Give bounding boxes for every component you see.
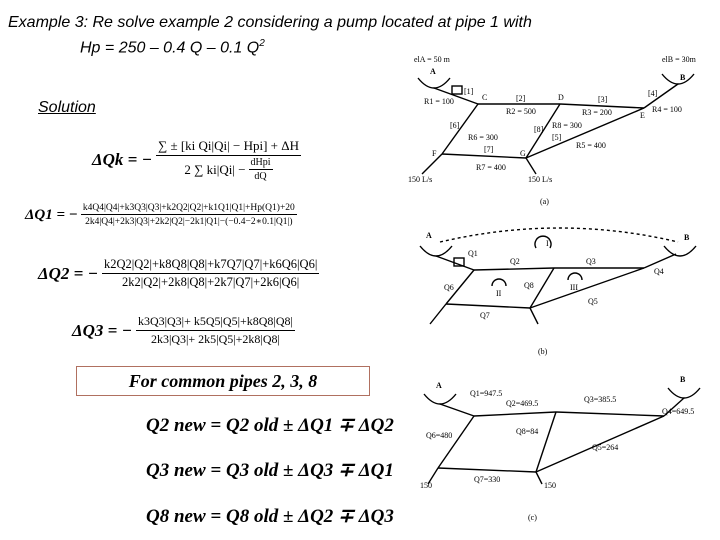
reservoir-a-label-c: A [436, 381, 442, 390]
flow-q3-c: Q3=385.5 [584, 395, 617, 404]
dq3-equation [72, 314, 295, 347]
node-d: D [558, 93, 564, 102]
flow-q1-c: Q1=947.5 [470, 389, 503, 398]
dq3-denominator: 2k3|Q3|+ 2k5|Q5|+2k8|Q8| [150, 332, 280, 346]
flow-q3-b: Q3 [586, 257, 596, 266]
dq2-equation [38, 257, 319, 290]
dq1-lhs: ΔQ1 = − [25, 206, 78, 223]
flow-q4-b: Q4 [654, 267, 664, 276]
pipe-c-1 [440, 404, 474, 416]
pipe-c-7 [438, 468, 536, 472]
loop-ii-label: II [496, 289, 502, 298]
reservoir-a-label-b: A [426, 231, 432, 240]
pipe-7-r: R7 = 400 [476, 163, 506, 172]
update-q2 [146, 414, 394, 437]
demand-left-label-c: 150 [420, 481, 432, 490]
reservoir-b-label: B [680, 73, 686, 82]
pipe-q4 [644, 254, 676, 268]
demand-right-label-c: 150 [544, 481, 556, 490]
dq1-denominator: 2k4|Q4|+2k3|Q3|+2k2|Q2|−2k1|Q1|−(−0.4−2∗0.1|Q1|) [85, 217, 293, 227]
dq1-equation [25, 203, 297, 227]
flow-q2-c: Q2=469.5 [506, 399, 539, 408]
pipe-2-r: R2 = 500 [506, 107, 536, 116]
update-q8 [146, 505, 394, 528]
node-c: C [482, 93, 488, 102]
loop-i-dashed [440, 228, 678, 242]
pipe-1-id: [1] [464, 87, 474, 96]
dq1-numerator: k4Q4|Q4|+k3Q3|Q3|+k2Q2|Q2|+k1Q1|Q1|+Hp(Q1)+20 [82, 203, 295, 213]
flow-q2-b: Q2 [510, 257, 520, 266]
pipe-8-r: R8 = 300 [552, 121, 582, 130]
flow-q4-c: Q4=649.5 [662, 407, 695, 416]
demand-right-c [536, 472, 542, 484]
reservoir-b-label-b: B [684, 233, 690, 242]
pipe-5-id: [5] [552, 133, 562, 142]
pipe-5-r: R5 = 400 [576, 141, 606, 150]
demand-left-b [430, 304, 446, 324]
update-q3-lhs: Q3 new [146, 460, 206, 481]
demand-g-label: 150 L/s [528, 175, 553, 184]
pipe-4-id: [4] [648, 89, 658, 98]
node-g: G [520, 149, 526, 158]
pipe-2-id: [2] [516, 94, 526, 103]
pipe-q7 [446, 304, 530, 308]
pump-equation: Hp = 250 – 0.4 Q – 0.1 Q [80, 39, 260, 57]
caption-b: (b) [538, 347, 548, 356]
reservoir-b-shape [662, 74, 694, 84]
dq3-lhs: ΔQ3 = − [72, 320, 132, 340]
reservoir-b-shape-b [664, 246, 696, 256]
pipe-3-r: R3 = 200 [582, 108, 612, 117]
pipe-3-id: [3] [598, 95, 608, 104]
flow-q1-b: Q1 [468, 249, 478, 258]
pump-equation-exponent: 2 [259, 38, 265, 49]
flow-q5-c: Q5=264 [592, 443, 619, 452]
reservoir-b-label-c: B [680, 375, 686, 384]
node-e: E [640, 111, 645, 120]
caption-c: (c) [528, 513, 537, 522]
reservoir-a-shape-b [420, 246, 452, 256]
update-q3-rhs: = Q3 old ± ΔQ3 ∓ ΔQ1 [210, 460, 394, 481]
pipe-6-line [442, 104, 478, 154]
demand-right-b [530, 308, 538, 324]
pipe-7-line [442, 154, 526, 158]
loop-iii-label: III [570, 283, 578, 292]
reservoir-a-label: A [430, 67, 436, 76]
pipe-q5 [530, 268, 644, 308]
pipe-1-r: R1 = 100 [424, 97, 454, 106]
pipe-q2 [474, 268, 554, 270]
pipe-c-2 [474, 412, 556, 416]
flow-q6-b: Q6 [444, 283, 454, 292]
loop-ii-arrow [492, 279, 506, 286]
example-title-line-1: Example 3: Re solve example 2 considering a pump located at pipe 1 with [8, 14, 532, 31]
solution-label: Solution [38, 99, 96, 116]
dqk-lhs: ΔQk = − [92, 150, 152, 169]
update-q3 [146, 459, 394, 482]
update-q2-lhs: Q2 new [146, 415, 206, 436]
network-diagram-c [410, 372, 712, 524]
pipe-4-r: R4 = 100 [652, 105, 682, 114]
reservoir-b-shape-c [668, 388, 700, 398]
update-q8-lhs: Q8 new [146, 506, 206, 527]
caption-a: (a) [540, 197, 549, 206]
flow-q7-c: Q7=330 [474, 475, 501, 484]
example-title-line-2 [80, 38, 265, 57]
dq2-numerator: k2Q2|Q2|+k8Q8|Q8|+k7Q7|Q7|+k6Q6|Q6| [102, 257, 319, 274]
dqk-numerator: ∑ ± [ki Qi|Qi| − Hpi] + ΔH [156, 138, 301, 156]
dhp-numerator: dHpi [250, 157, 271, 168]
network-diagram-b [410, 218, 712, 360]
update-q8-rhs: = Q8 old ± ΔQ2 ∓ ΔQ3 [210, 506, 394, 527]
pipe-6-id: [6] [450, 121, 460, 130]
common-pipes-box: For common pipes 2, 3, 8 [76, 366, 370, 396]
reservoir-a-shape [418, 78, 450, 88]
flow-q8-b: Q8 [524, 281, 534, 290]
dq3-numerator: k3Q3|Q3|+ k5Q5|Q5|+k8Q8|Q8| [136, 314, 295, 331]
pipe-c-8 [536, 412, 556, 472]
network-diagram-a [400, 52, 712, 210]
dhp-denominator: dQ [254, 171, 267, 182]
pipe-c-6 [438, 416, 474, 468]
flow-q5-b: Q5 [588, 297, 598, 306]
reservoir-a-shape-c [424, 394, 456, 404]
general-correction-equation [92, 138, 301, 182]
loop-iii-arrow [568, 273, 582, 280]
flow-q8-c: Q8=84 [516, 427, 539, 436]
el-b-label: elB = 30m [662, 55, 696, 64]
demand-g-line [526, 158, 536, 174]
pump-symbol [452, 86, 462, 94]
dq2-lhs: ΔQ2 = − [38, 263, 98, 283]
pipe-6-r: R6 = 300 [468, 133, 498, 142]
pipe-7-id: [7] [484, 145, 494, 154]
loop-i-label: I [546, 239, 549, 248]
update-q2-rhs: = Q2 old ± ΔQ1 ∓ ΔQ2 [210, 415, 394, 436]
dq2-denominator: 2k2|Q2|+2k8|Q8|+2k7|Q7|+2k6|Q6| [121, 275, 300, 289]
el-a-label: elA = 50 m [414, 55, 450, 64]
node-f: F [432, 149, 437, 158]
demand-f-label: 150 L/s [408, 175, 433, 184]
flow-q7-b: Q7 [480, 311, 490, 320]
pipe-c-3 [556, 412, 664, 416]
flow-q6-c: Q6=480 [426, 431, 453, 440]
pipe-8-id: [8] [534, 125, 544, 134]
dqk-denominator: 2 ∑ ki|Qi| − [184, 161, 246, 177]
